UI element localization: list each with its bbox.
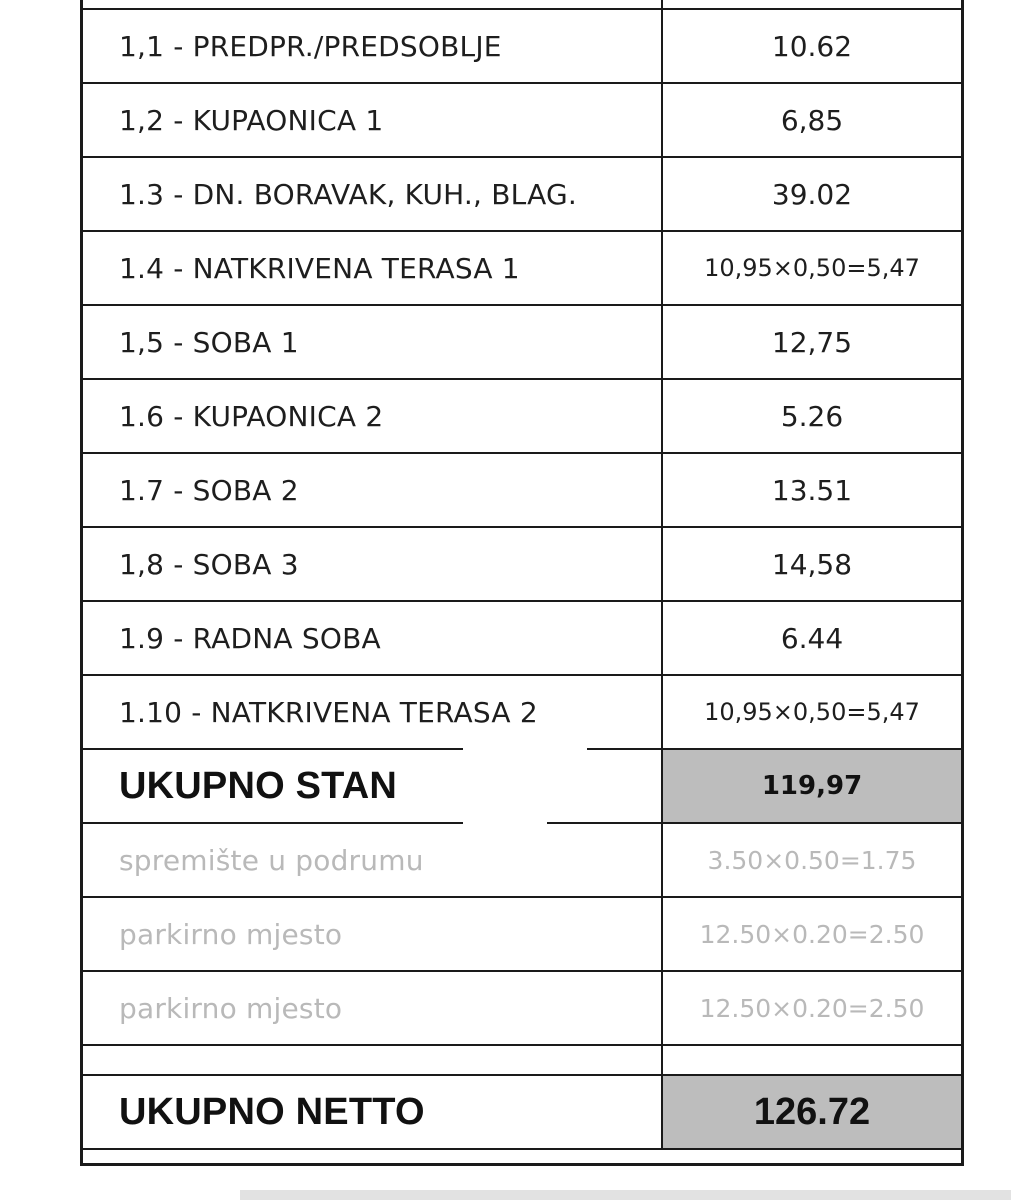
- room-area: 6.44: [780, 621, 844, 655]
- room-name: 1.10 - NATKRIVENA TERASA 2: [83, 676, 663, 748]
- gridline-gap: [463, 822, 547, 827]
- table-row: [83, 306, 961, 380]
- table-row: [83, 10, 961, 84]
- room-area: 5.26: [780, 399, 844, 433]
- room-name: 1.4 - NATKRIVENA TERASA 1: [83, 232, 663, 304]
- room-name: 1,1 - PREDPR./PREDSOBLJE: [83, 10, 663, 82]
- area-table: [80, 0, 964, 1166]
- table-row: [83, 232, 961, 306]
- room-area: 13.51: [771, 473, 853, 507]
- room-name: 1,8 - SOBA 3: [83, 528, 663, 600]
- extra-area: 12.50×0.20=2.50: [699, 919, 925, 949]
- room-area: 10,95×0,50=5,47: [704, 254, 920, 282]
- extra-name: parkirno mjesto: [83, 898, 663, 970]
- table-row: [83, 676, 961, 750]
- room-area: 10,95×0,50=5,47: [704, 698, 920, 726]
- extra-area: 12.50×0.20=2.50: [699, 993, 925, 1023]
- room-name: 1.9 - RADNA SOBA: [83, 602, 663, 674]
- scrollbar-track: [240, 1190, 1011, 1200]
- table-row-extra: [83, 824, 961, 898]
- room-name: 1.6 - KUPAONICA 2: [83, 380, 663, 452]
- table-row: [83, 158, 961, 232]
- total-netto-row: [83, 1076, 961, 1150]
- table-row-extra: [83, 972, 961, 1046]
- extra-name: parkirno mjesto: [83, 972, 663, 1044]
- table-row: [83, 84, 961, 158]
- table-row: [83, 380, 961, 454]
- table-row-cutoff: [83, 0, 961, 10]
- room-name: 1,2 - KUPAONICA 1: [83, 84, 663, 156]
- room-name: 1.7 - SOBA 2: [83, 454, 663, 526]
- table-row: [83, 454, 961, 528]
- total-stan-label: UKUPNO STAN: [83, 750, 663, 822]
- room-name: 1,5 - SOBA 1: [83, 306, 663, 378]
- total-netto-value: 126.72: [663, 1076, 961, 1148]
- total-netto-label: UKUPNO NETTO: [83, 1076, 663, 1148]
- table-row: [83, 528, 961, 602]
- room-area: 10.62: [771, 29, 853, 63]
- room-area: 6,85: [780, 103, 844, 137]
- extra-area: 3.50×0.50=1.75: [707, 845, 917, 875]
- total-stan-row: [83, 750, 961, 824]
- extra-name: spremište u podrumu: [83, 824, 663, 896]
- spacer-row: [83, 1046, 961, 1076]
- room-area: 39.02: [771, 177, 853, 211]
- room-area: 14,58: [771, 547, 853, 581]
- room-area: 12,75: [771, 325, 853, 359]
- gridline-gap: [463, 748, 587, 753]
- total-stan-value: 119,97: [663, 750, 961, 822]
- table-row-extra: [83, 898, 961, 972]
- room-name: 1.3 - DN. BORAVAK, KUH., BLAG.: [83, 158, 663, 230]
- table-row: [83, 602, 961, 676]
